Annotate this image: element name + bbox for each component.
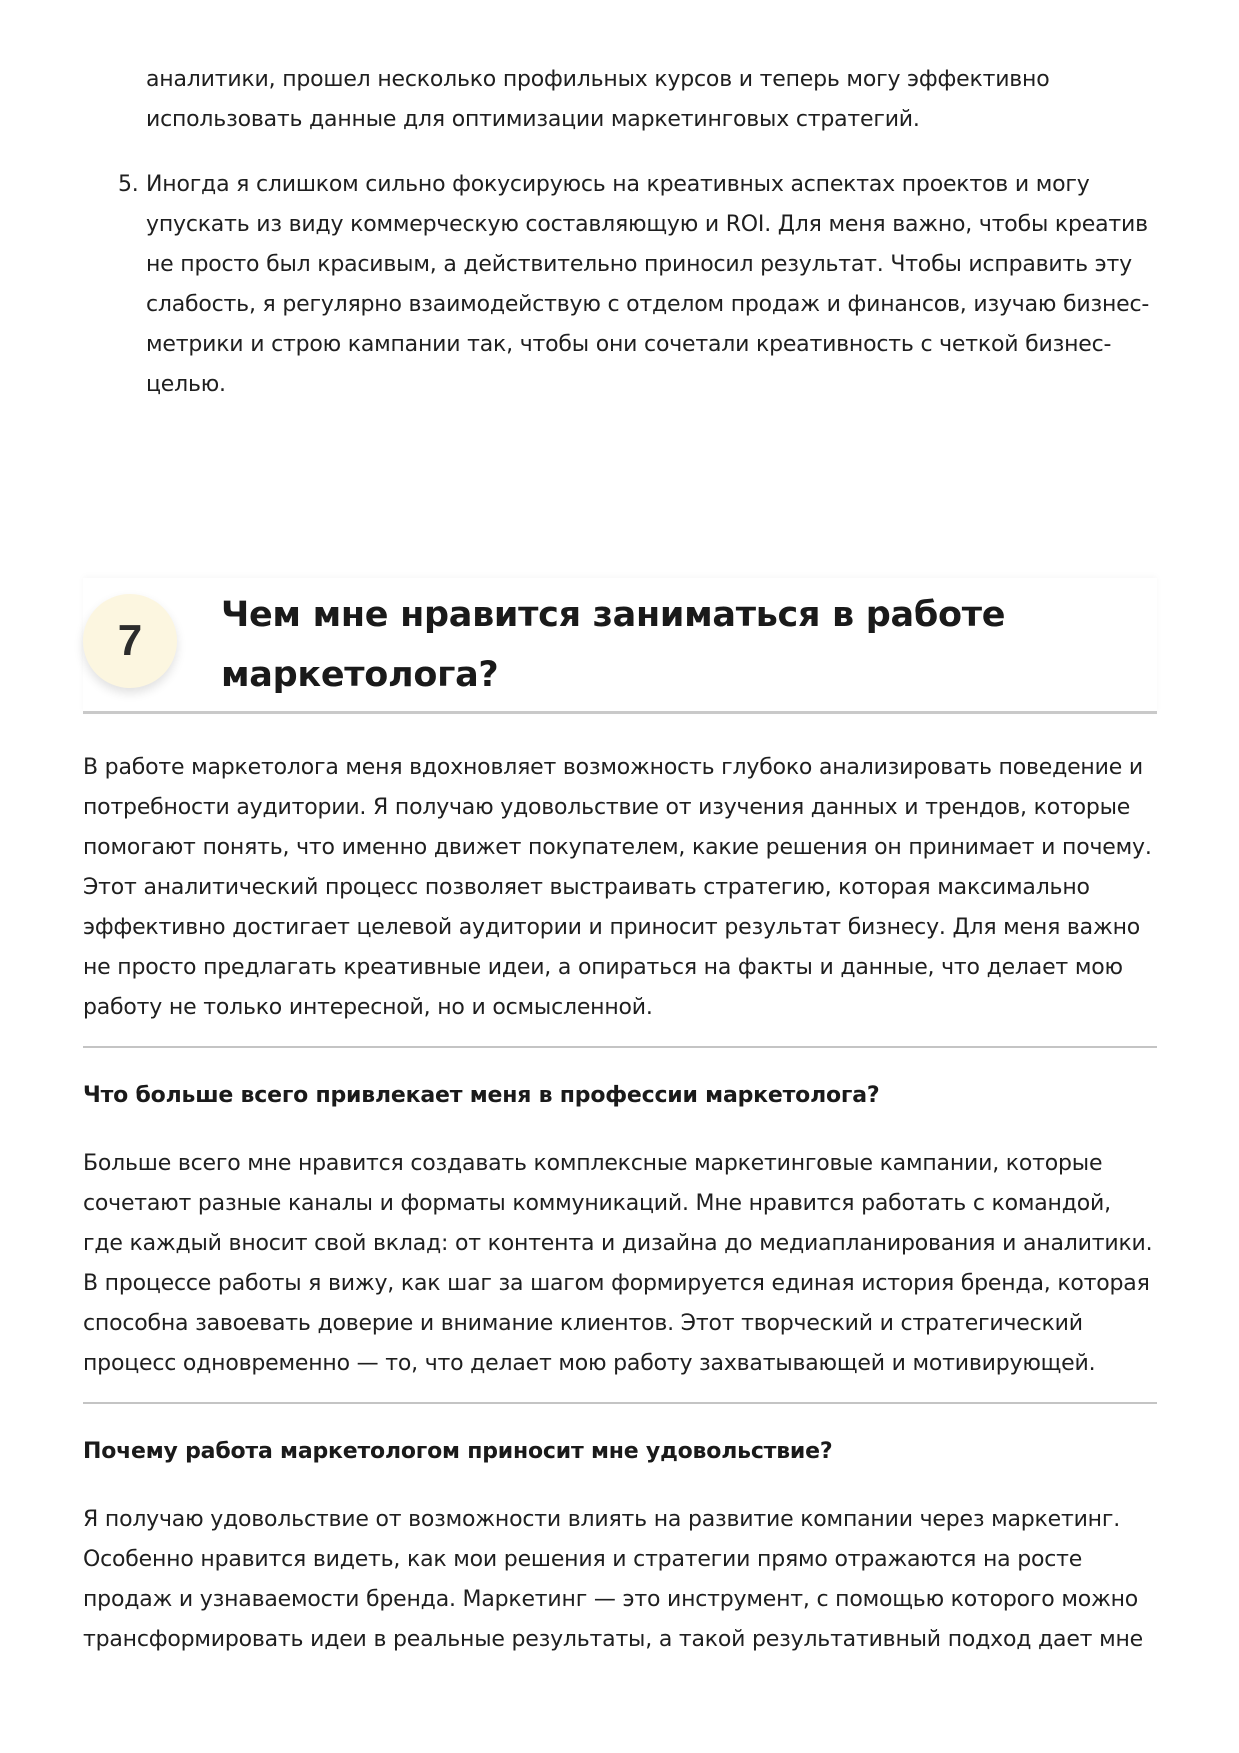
question-answer-2: Я получаю удовольствие от возможности влиять на развитие компании через маркетинг. Особенно нравится видеть, как мои решения и стратегии прямо отражаются на росте продаж и узнаваемости бренда. Маркетинг — это инструмент, с помощью которого можно трансформировать идеи в реальные результаты, а такой результативный подход дает мне [83,1507,1143,1652]
list-item-5 [118,165,1156,405]
section-divider [83,1046,1157,1048]
section-header [83,578,1157,714]
list-item-number: 5. [118,172,139,197]
question-heading-2: Почему работа маркетологом приносит мне удовольствие? [83,1439,833,1464]
question-answer-1: Больше всего мне нравится создавать комплексные маркетинговые кампании, которые сочетают разные каналы и форматы коммуникаций. Мне нравится работать с командой, где каждый вносит свой вклад: от контента и дизайна до медиапланирования и аналитики. В процессе работы я вижу, как шаг за шагом формируется единая история бренда, которая способна завоевать доверие и внимание клиентов. Этот творческий и стратегический процесс одновременно — то, что делает мою работу захватывающей и мотивирующей. [83,1151,1153,1376]
section-title: Чем мне нравится заниматься в работе маркетолога? [221,595,1006,695]
section-intro-paragraph: В работе маркетолога меня вдохновляет возможность глубоко анализировать поведение и потребности аудитории. Я получаю удовольствие от изучения данных и трендов, которые помогают понять, что именно движет покупателем, какие решения он принимает и почему. Этот аналитический процесс позволяет выстраивать стратегию, которая максимально эффективно достигает целевой аудитории и приносит результат бизнесу. Для меня важно не просто предлагать креативные идеи, а опираться на факты и данные, что делает мою работу не только интересной, но и осмысленной. [83,755,1152,1020]
section-number-badge: 7 [83,594,177,688]
list-item-text: Иногда я слишком сильно фокусируюсь на креативных аспектах проектов и могу упускать из виду коммерческую составляющую и ROI. Для меня важно, чтобы креатив не просто был красивым, а действительно приносил результат. Чтобы исправить эту слабость, я регулярно взаимодействую с отделом продаж и финансов, изучаю бизнес-метрики и строю кампании так, чтобы они сочетали креативность с четкой бизнес-целью. [146,172,1150,397]
question-heading-1: Что больше всего привлекает меня в профессии маркетолога? [83,1083,880,1108]
section-divider [83,1402,1157,1404]
list-item-continuation: аналитики, прошел несколько профильных курсов и теперь могу эффективно использовать данные для оптимизации маркетинговых стратегий. [146,67,1050,132]
